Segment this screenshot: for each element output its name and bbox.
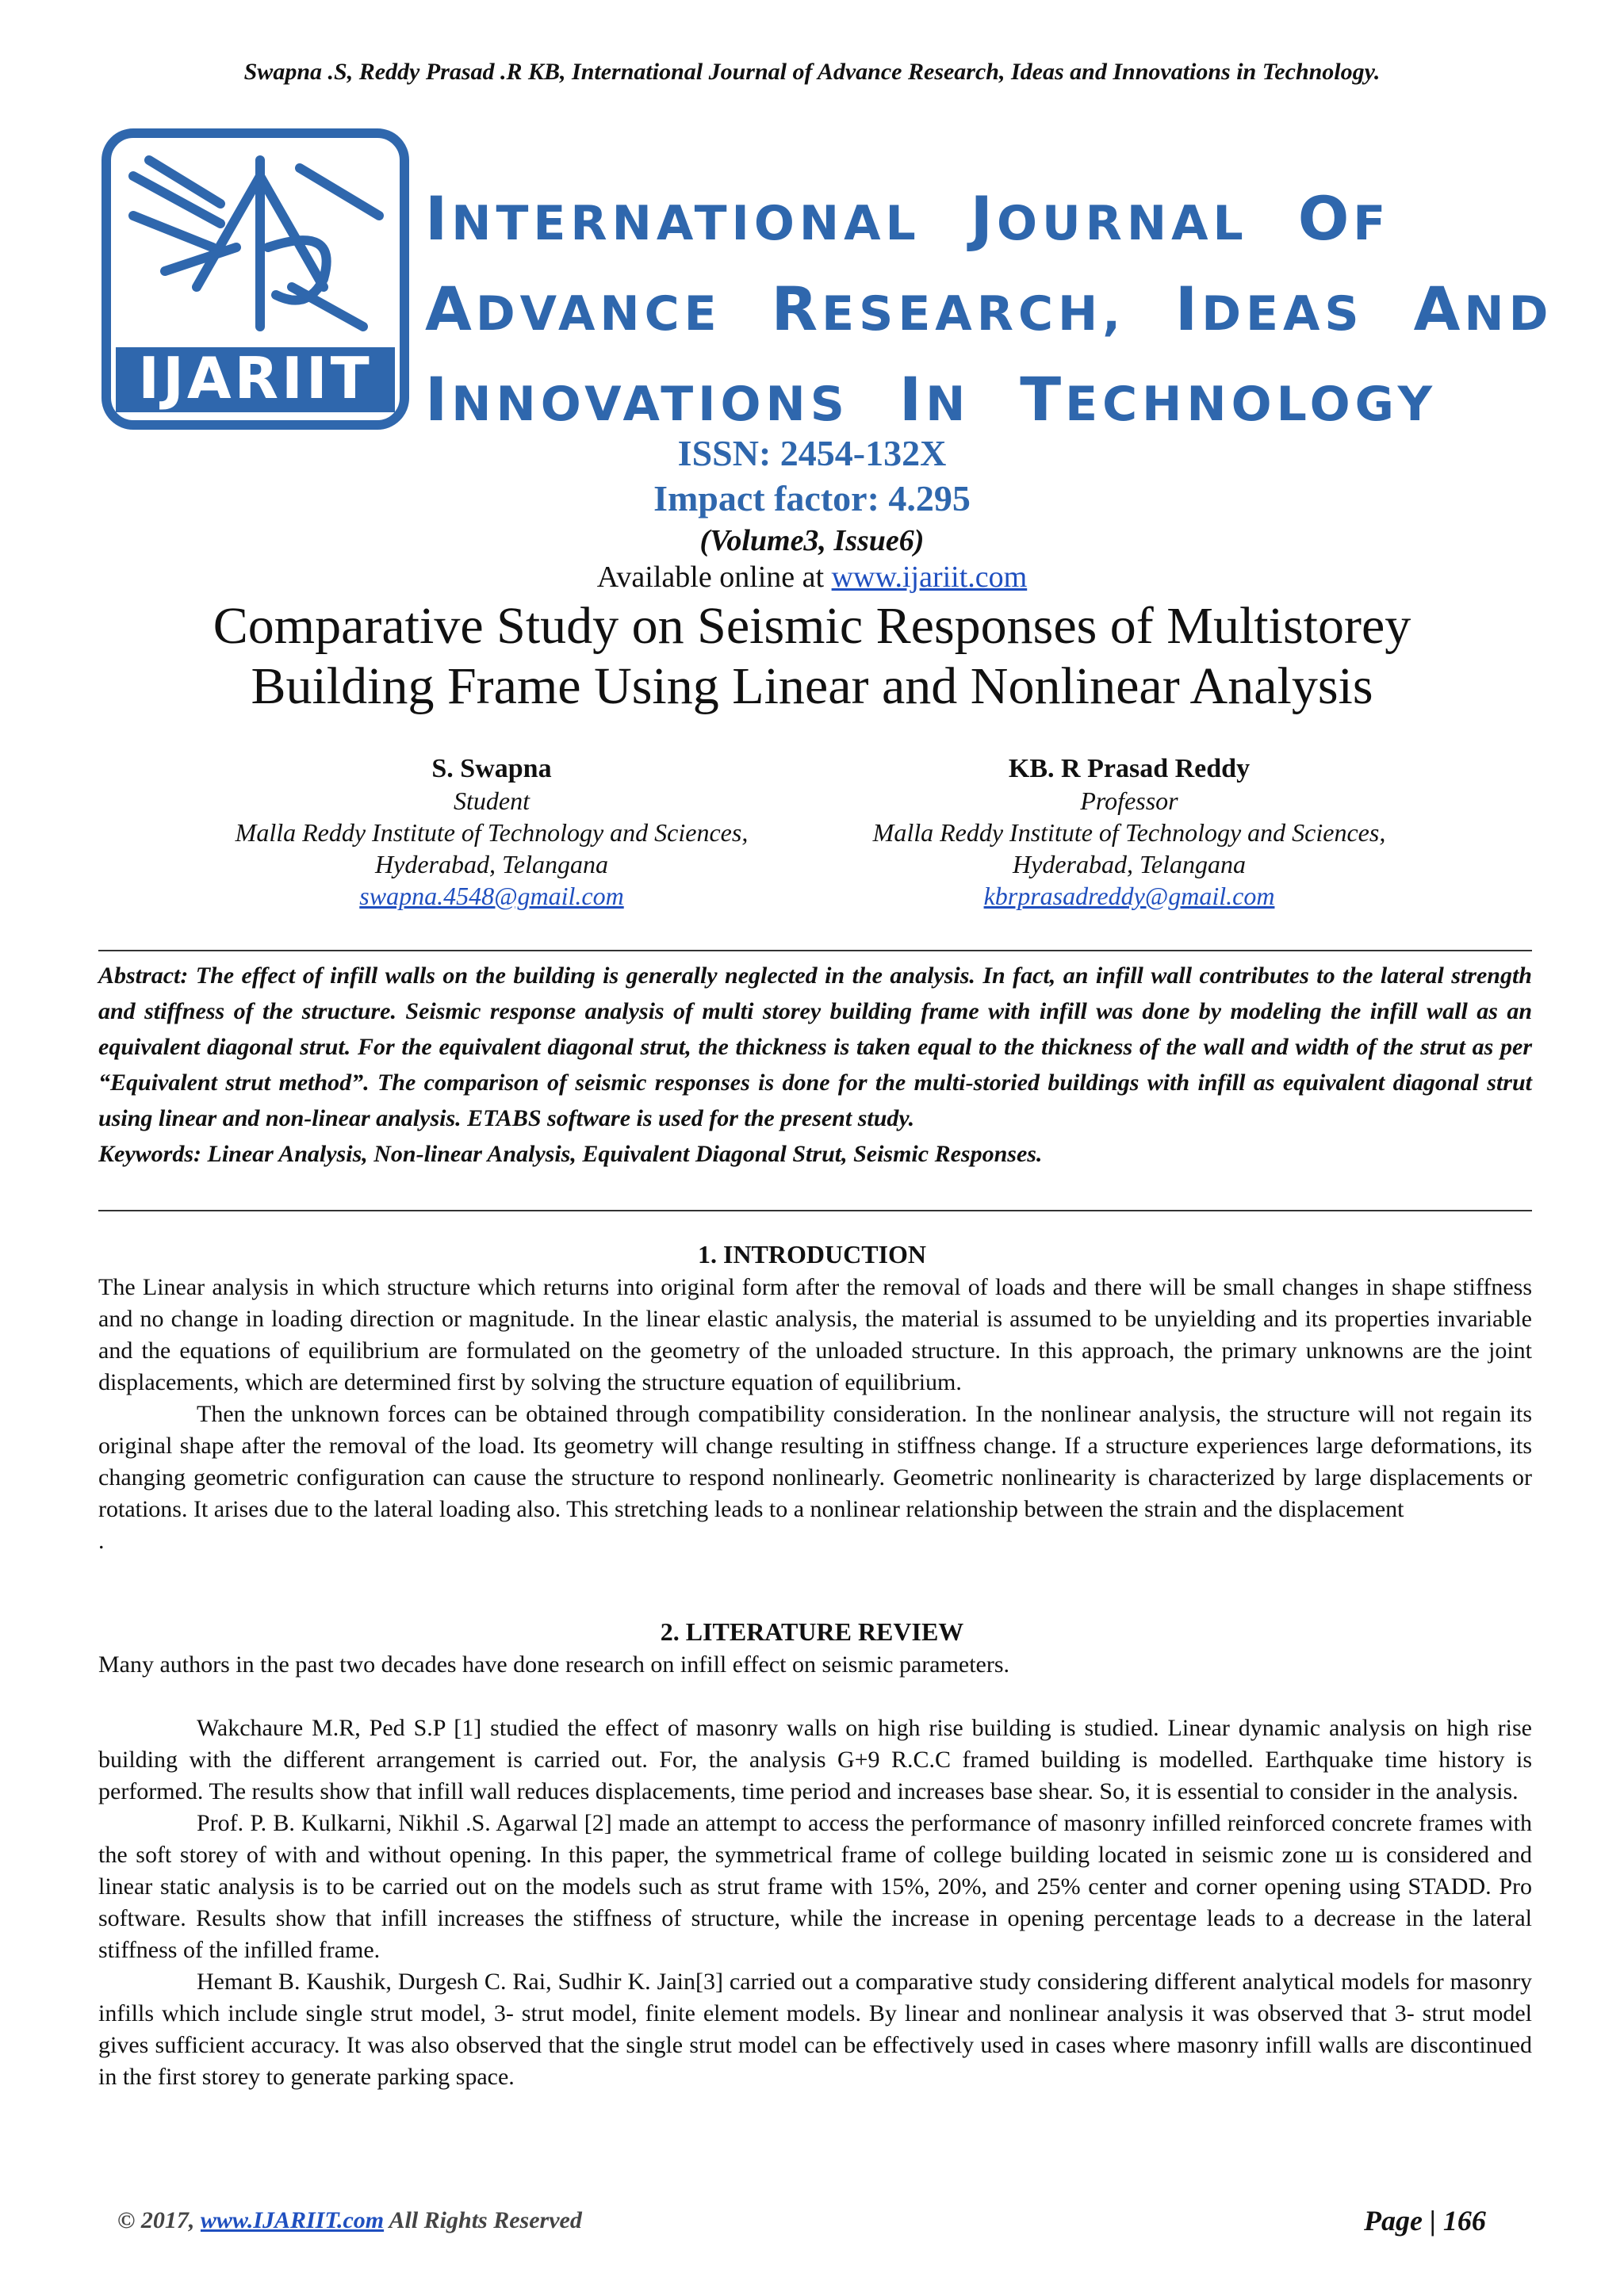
intro-paragraph-1: The Linear analysis in which structure which returns into original form after the removal of loads and there will be small changes in shape stiffness and no change in loading direction or magnitude. In the linear elastic analysis, the material is assumed to be unyielding and its properties invariable and the equations of equilibrium are formulated on the geometry of the unloaded structure. In this approach, the primary unknowns are the joint displacements, which are determined first by solving the structure equation of equilibrium. [98, 1274, 1532, 1395]
author-1-role: Student [454, 786, 530, 815]
author-1-name: S. Swapna [431, 754, 552, 783]
author-1-email-link[interactable]: swapna.4548@gmail.com [359, 882, 624, 910]
keywords-text: Keywords: Linear Analysis, Non-linear Analysis, Equivalent Diagonal Strut, Seismic Responses. [98, 1141, 1043, 1167]
journal-website-link[interactable]: www.ijariit.com [831, 561, 1028, 594]
author-2-email-link[interactable]: kbrprasadreddy@gmail.com [983, 882, 1275, 910]
volume-issue: (Volume3, Issue6) [699, 524, 925, 557]
intro-dot: . [98, 1528, 105, 1554]
author-1-location: Hyderabad, Telangana [375, 850, 608, 878]
author-2-affiliation: Malla Reddy Institute of Technology and Sciences, [872, 818, 1386, 847]
copyright-prefix: © 2017, [117, 2207, 201, 2233]
issn: ISSN: 2454-132X [677, 433, 947, 473]
paper-title [0, 596, 1624, 717]
author-2 [812, 753, 1446, 912]
lit-paragraph-0: Many authors in the past two decades have done research on infill effect on seismic parameters. [98, 1651, 1010, 1678]
lit-paragraph-3: Hemant B. Kaushik, Durgesh C. Rai, Sudhir K. Jain[3] carried out a comparative study considering different analytical models for masonry infills which include single strut model, 3- strut model, finite element models. By linear and nonlinear analysis it was observed that 3- strut model gives sufficient accuracy. It was also observed that the single strut model can be effectively used in cases where masonry infill walls are discontinued in the first storey to generate parking space. [98, 1969, 1532, 2090]
author-2-role: Professor [1080, 786, 1178, 815]
author-2-location: Hyderabad, Telangana [1013, 850, 1246, 878]
title-line2: Building Frame Using Linear and Nonlinear Analysis [251, 657, 1373, 715]
available-prefix: Available online at [596, 561, 832, 594]
author-1-affiliation: Malla Reddy Institute of Technology and Sciences, [235, 818, 749, 847]
title-line1: Comparative Study on Seismic Responses of Multistorey [213, 597, 1411, 655]
section-heading-introduction: 1. INTRODUCTION [697, 1240, 927, 1269]
lit-paragraph-2: Prof. P. B. Kulkarni, Nikhil .S. Agarwal [2] made an attempt to access the performance of masonry infilled reinforced concrete frames with the soft storey of with and without opening. In this paper, the symmetrical frame of college building located in seismic zone ш is considered and linear static analysis is to be carried out on the models such as strut frame with 15%, 20%, and 25% center and corner opening using STADD. Pro software. Results show that infill increases the stiffness of structure, while the increase in opening percentage leads to a decrease in the lateral stiffness of the infilled frame. [98, 1810, 1532, 1963]
abstract-text: Abstract: The effect of infill walls on the building is generally neglected in the analysis. In fact, an infill wall contributes to the lateral strength and stiffness of the structure. Seismic response analysis of multi storey building frame with infill was done by modeling the infill wall as an equivalent diagonal strut. For the equivalent diagonal strut, the thickness is taken equal to the thickness of the wall and width of the strut as per “Equivalent strut method”. The comparison of seismic responses is done for the multi-storied buildings with infill as equivalent diagonal strut using linear and non-linear analysis. ETABS software is used for the present study. [98, 962, 1532, 1131]
literature-review-body [98, 1649, 1532, 2093]
author-1 [174, 753, 809, 912]
footer-copyright [117, 2207, 582, 2234]
available-online [0, 560, 1624, 595]
author-2-name: KB. R Prasad Reddy [1008, 754, 1251, 783]
logo-text: IJARIIT [138, 345, 373, 411]
running-head: Swapna .S, Reddy Prasad .R KB, International Journal of Advance Research, Ideas and Innovations in Technology. [243, 59, 1381, 85]
introduction-body [98, 1272, 1532, 1557]
lit-paragraph-1: Wakchaure M.R, Ped S.P [1] studied the effect of masonry walls on high rise building is studied. Linear dynamic analysis on high rise building with the different arrangement is carried out. For, the analysis G+9 R.C.C framed building is modelled. Earthquake time history is performed. The results show that infill wall reduces displacements, time period and increases base shear. So, it is essential to consider in the analysis. [98, 1715, 1532, 1804]
journal-logo [102, 128, 409, 430]
journal-name-line1: INTERNATIONAL JOURNAL OF [425, 183, 1391, 254]
footer-website-link[interactable]: www.IJARIIT.com [200, 2207, 385, 2233]
journal-name-line3: INNOVATIONS IN TECHNOLOGY [425, 364, 1438, 434]
journal-name [425, 176, 1553, 447]
page-number: Page | 166 [1364, 2205, 1486, 2237]
impact-factor: Impact factor: 4.295 [653, 478, 971, 519]
abstract-top-rule [98, 950, 1532, 951]
copyright-suffix: All Rights Reserved [384, 2207, 582, 2233]
paragraph-gap [98, 1681, 1532, 1712]
abstract-bottom-rule [98, 1210, 1532, 1211]
intro-paragraph-2: Then the unknown forces can be obtained through compatibility consideration. In the nonlinear analysis, the structure will not regain its original shape after the removal of the load. Its geometry will change resulting in stiffness change. If a structure experiences large deformations, its changing geometric configuration can cause the structure to respond nonlinearly. Geometric nonlinearity is characterized by large displacements or rotations. It arises due to the lateral loading also. This stretching leads to a nonlinear relationship between the strain and the displacement [98, 1401, 1532, 1522]
abstract-block [98, 958, 1532, 1172]
journal-name-line2: ADVANCE RESEARCH, IDEAS AND [425, 274, 1553, 344]
section-heading-literature-review: 2. LITERATURE REVIEW [660, 1617, 964, 1646]
